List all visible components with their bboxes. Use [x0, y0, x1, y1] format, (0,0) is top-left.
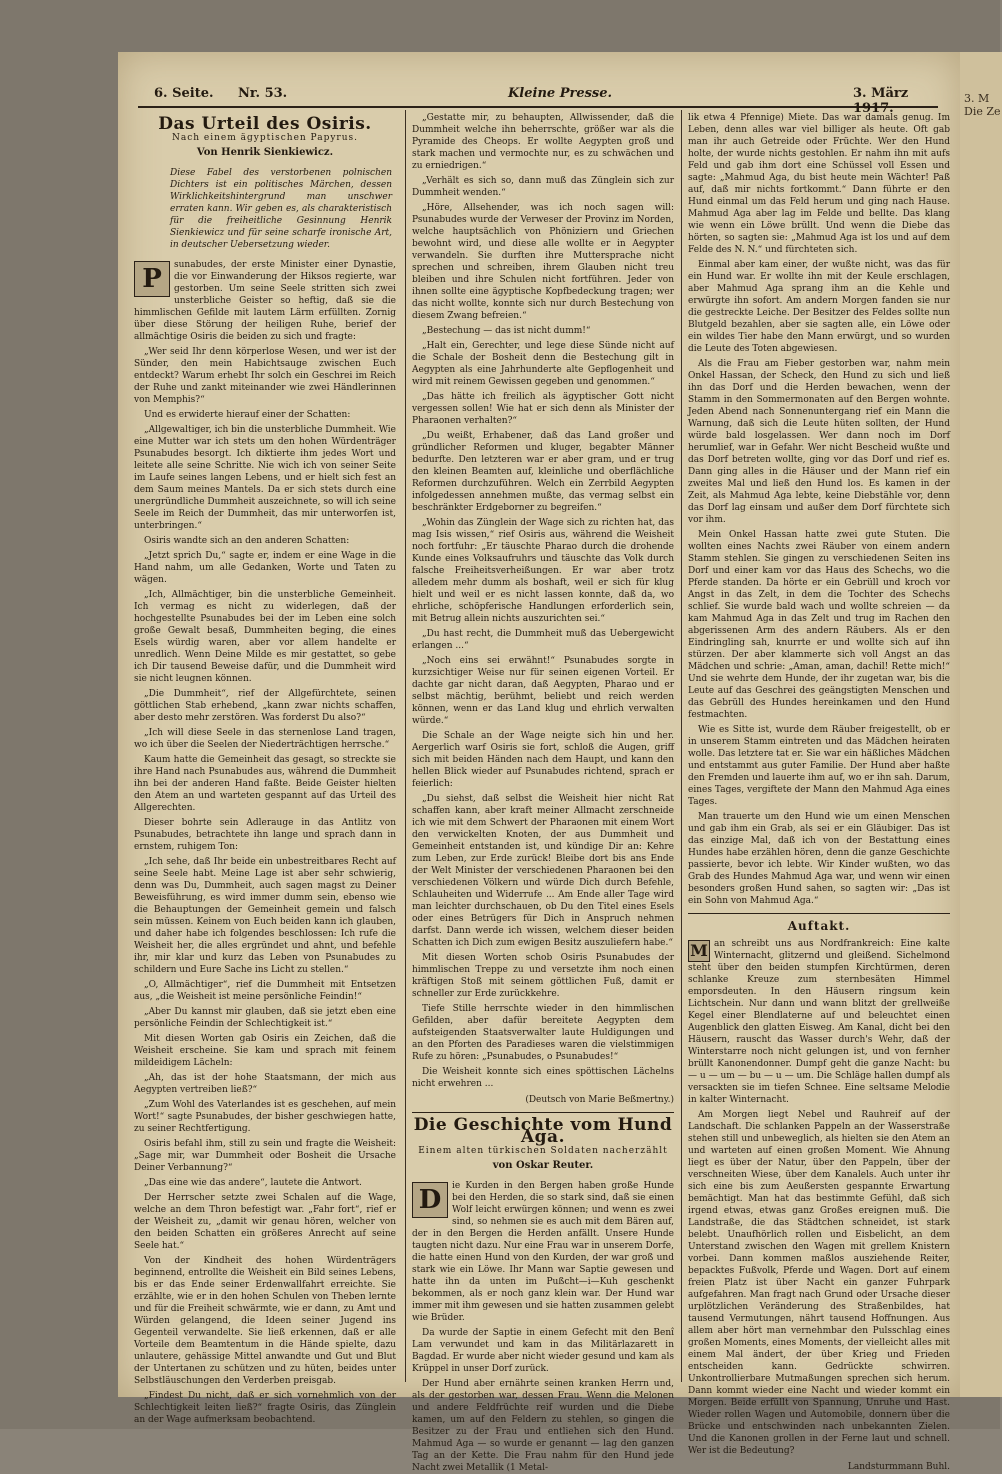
paragraph: lik etwa 4 Pfennige) Miete. Das war damals genug. Im Leben, denn alles war viel billiger als heute. Oft gab man ihr auch Getreide oder Früchte. Wer den Hund holte, der wurde nichts gestohlen. Er nahm ihn mit aufs Feld und gab ihm dort eine Schüssel voll Essen und sagte: „Mahmud Aga, du bist heute mein Wächter! Paß auf, daß mir nichts fortkommt.“ Dann führte er den Hund einmal um das Feld herum und ging nach Hause. Mahmud Aga aber lag im Felde und bellte. Das klang wie wenn ein Löwe brüllt. Und wenn die Diebe das hörten, so sagten sie: „Mahmud Aga ist los und auf dem Felde des N. N.“ und fürchteten sich. — [688, 113, 950, 255]
drop-cap: P — [134, 261, 170, 297]
column-3 — [688, 112, 950, 1472]
paragraph: Man trauerte um den Hund wie um einen Menschen und gab ihm ein Grab, als sei er ein Gläubiger. Das ist das einzige Mal, daß ich von der Bestattung eines Hundes habe erzählen hören, denn die ganze Geschichte passierte, bevor ich lebte. Wir Kinder wußten, wo das Grab des Hundes Mahmud Aga war, und wenn wir einen besonders großen Hund sahen, so sagten wir: „Das ist ein Sohn von Mahmud Aga.“ — [688, 812, 950, 906]
adjacent-page-text: 3. M Die Ze — [964, 92, 1001, 118]
article-divider — [688, 913, 950, 914]
article-subtitle: Einem alten türkischen Soldaten nacherzählt — [418, 1146, 668, 1156]
paragraph: Der Hund aber ernährte seinen kranken Herrn und, als der gestorben war, dessen Frau. Wenn die Melonen und andere Feldfrüchte reif wurden und die Diebe kamen, um auf den Feldern zu stehlen, so gingen die Besitzer zu der Frau und entliehen sich den Hund. Mahmud Aga — so wurde er genannt — lag den ganzen Tag an der Kette. Die Frau nahm für den Hund jede Nacht zwei Metallik (1 Metal- — [412, 1379, 674, 1473]
paragraph: „Die Dummheit“, rief der Allgefürchtete, seinen göttlichen Stab erhebend, „kann zwar nichts schaffen, aber desto mehr zerstören. Was forderst Du also?“ — [134, 689, 396, 723]
author-signature: Landsturmmann Buhl. — [847, 1462, 950, 1472]
paragraph: „Wer seid Ihr denn körperlose Wesen, und wer ist der Sünder, den mein Habichtsauge zwischen Euch entdeckt? Warum erhebt Ihr solch ein Geschrei im Reich der Ruhe und zankt miteinander wie zwei Händlerinnen von Memphis?“ — [134, 347, 396, 405]
paragraph: „Ich, Allmächtiger, bin die unsterbliche Gemeinheit. Ich vermag es nicht zu widerlegen, daß der hochgestellte Psunabudes bei der im Leben eine solch große Gewalt besaß, Dummheiten beging, die eines Esels würdig waren, aber vor allem handelte er unredlich. Wenn Deine Milde es mir gestattet, so gebe ich Dir tausend Beweise dafür, und die Dummheit wird sie nicht leugnen können. — [134, 590, 396, 684]
article-intro: Diese Fabel des verstorbenen polnischen Dichters ist ein politisches Märchen, dessen Wirklichkeitshintergrund man unschwer erraten kann. Wir geben es, als charakteristisch für die freiheitliche Gesinnung Henrik Sienkiewicz und für seine scharfe ironische Art, in deutscher Uebersetzung wieder. — [170, 168, 392, 250]
paragraph: Kaum hatte die Gemeinheit das gesagt, so streckte sie ihre Hand nach Psunabudes aus, während die Dummheit ihn bei der anderen Hand faßte. Beide Geister hielten den Atem an und warteten gespannt auf das Urteil des Allgerechten. — [134, 755, 396, 813]
paragraph: Tiefe Stille herrschte wieder in den himmlischen Gefilden, aber dafür bereitete Aegypten dem aufsteigenden Staatsverwalter laute Huldigungen und an den Pforten des Paradieses waren die vielstimmigen Rufe zu hören: „Psunabudes, o Psunabudes!“ — [412, 1004, 674, 1062]
paragraph: M an schreibt uns aus Nordfrankreich: Eine kalte Winternacht, glitzernd und gleißend. Sichelmond steht über den beiden stumpfen Kirchtürmen, deren schlanke Kreuze zum sternbesäten Himmel emporsdeuten. In den Häusern ringsum kein Lichtschein. Nur dann und wann blitzt der grellweiße Kegel einer Blendlaterne auf und beleuchtet einen Augenblick den glatten Eisweg. Am Kanal, dicht bei den Häusern, rauscht das Wasser durch's Wehr, daß der Winterstarre noch nicht gelungen ist, und von fernher brüllt Kanonendonner. Dumpf geht die ganze Nacht: bu — u — um — bu — u — um. Die Schläge hallen dumpf als versackten sie im tiefen Schnee. Eine seltsame Melodie in kalter Winternacht. — [688, 939, 950, 1105]
paragraph: Die Weisheit konnte sich eines spöttischen Lächelns nicht erwehren ... — [412, 1067, 674, 1089]
paragraph: „Wohin das Zünglein der Wage sich zu richten hat, das mag Isis wissen,“ rief Osiris aus, während die Weisheit noch fortfuhr: „Er täuschte Pharao durch die drohende Kunde eines Volksaufruhrs und täuschte das Volk durch falsche Freiheitsverheißungen. Er war aber trotz alledem mehr dumm als boshaft, weil er sich für klug hielt und weil er es nicht lassen konnte, daß da, wo ehrliche, schöpferische Handlungen erforderlich sein, mit Betrug allein nichts auszurichten sei.“ — [412, 518, 674, 624]
paragraph: „Ah, das ist der hohe Staatsmann, der mich aus Aegypten vertreiben ließ?“ — [134, 1073, 396, 1095]
issue-number: Nr. 53. — [238, 86, 288, 101]
paragraph: Wie es Sitte ist, wurde dem Räuber freigestellt, ob er in unserem Stamm eintreten und das Mädchen heiraten wolle. Das letztere tat er. Sie war ein häßliches Mädchen und entstammt aus guter Familie. Der Hund aber haßte den Fremden und lauerte ihm auf, wo er ihn sah. Darum, eines Tages, vergiftete der Mann den Mahmud Aga eines Tages. — [688, 725, 950, 807]
paragraph: Der Herrscher setzte zwei Schalen auf die Wage, welche an dem Thron befestigt war. „Fahr fort“, rief er der Weisheit zu, „damit wir genau hören, welcher von den beiden Schatten ein größeres Anrecht auf seine Seele hat.“ — [134, 1193, 396, 1251]
newspaper-page — [118, 52, 960, 1473]
paragraph: Von der Kindheit des hohen Würdenträgers beginnend, entrollte die Weisheit ein Bild seines Lebens, bis er das Ende seiner Erdenwallfahrt erreichte. Sie erzählte, wie er in den hohen Schulen von Theben lernte und für die Freiheit schwärmte, wie er dann, zu Amt und Würden gelangend, die Ideen seiner Jugend ins Gegenteil verwandelte. Sie ließ erkennen, daß er alle Vorteile dem Beamtentum in die Hände spielte, dazu unlautere, gehässige Mittel anwandte und Gut und Blut der Untertanen zu schützen und zu hüten, beides unter Selbstläuschungen den Verderben preisgab. — [134, 1256, 396, 1386]
paragraph: Osiris befahl ihm, still zu sein und fragte die Weisheit: „Sage mir, war Dummheit oder Bosheit die Ursache Deiner Verbannung?“ — [134, 1139, 396, 1173]
column-2 — [412, 112, 674, 1473]
paragraph: „Aber Du kannst mir glauben, daß sie jetzt eben eine persönliche Feindin der Schlechtigkeit ist.“ — [134, 1007, 396, 1029]
article-title: Die Geschichte vom Hund Aga. — [413, 1115, 673, 1147]
paragraph: „Gestatte mir, zu behaupten, Allwissender, daß die Dummheit welche ihn beherrschte, größer war als die Pyramide des Cheops. Er wollte Aegypten groß und stark machen und vermochte nur, es zu schwächen und zu erniedrigen.“ — [412, 113, 674, 171]
paragraph: „Verhält es sich so, dann muß das Zünglein sich zur Dummheit wenden.“ — [412, 176, 674, 198]
drop-cap: M — [688, 940, 710, 962]
column-rule — [681, 110, 682, 1382]
paragraph: Die Schale an der Wage neigte sich hin und her. Aergerlich warf Osiris sie fort, schloß die Augen, griff sich mit beiden Händen nach dem Haupt, und kann den hellen Blick wieder auf Psunabudes richtend, sprach er feierlich: — [412, 731, 674, 789]
paragraph: „Das hätte ich freilich als ägyptischer Gott nicht vergessen sollen! Wie hat er sich denn als Minister der Pharaonen verhalten?“ — [412, 392, 674, 426]
paragraph: Als die Frau am Fieber gestorben war, nahm mein Onkel Hassan, der Scheck, den Hund zu sich und ließ ihn das Dorf und die Herden bewachen, wenn der Stamm in den Sommermonaten auf den Bergen wohnte. Jeden Abend nach Sonnenuntergang rief ein Mann die Warnung, daß sich die Leute hüten sollten, der Hund würde bald losgelassen. Wer dann noch im Dorf herumlief, war in Gefahr. Wer nicht Bescheid wußte und das Dorf betreten wollte, ging vor das Dorf und rief es. Dann ging alles in die Häuser und der Mann rief ein zweites Mal und ließ den Hund los. Es kamen in der Zeit, als Mahmud Aga lebte, keine Diebstähle vor, denn das Dorf lag einsam und außer dem Dorf fürchtete sich vor ihm. — [688, 359, 950, 525]
paragraph: „Bestechung — das ist nicht dumm!“ — [422, 326, 591, 336]
paragraph: Da wurde der Saptie in einem Gefecht mit den Benî Lam verwundet und kam in das Militärlazarett in Bagdad. Er wurde aber nicht wieder gesund und kam als Krüppel in unser Dorf zurück. — [412, 1328, 674, 1374]
paragraph: D ie Kurden in den Bergen haben große Hunde bei den Herden, die so stark sind, daß sie einen Wolf leicht erwürgen können; und wenn es zwei sind, so nehmen sie es auch mit dem Bären auf, der in den Bergen die Herden anfällt. Unsere Hunde taugten nicht dazu. Nur eine Frau war in unserem Dorfe, die hatte einen Hund von den Kurden, der war groß und stark wie ein Löwe. Ihr Mann war Saptie gewesen und hatte ihn da unten im Pußcht—i—Kuh geschenkt bekommen, als er noch ganz klein war. Der Hund war immer mit ihm gewesen und sie hatten zusammen gelebt wie Brüder. — [412, 1181, 674, 1323]
paragraph: Und es erwiderte hierauf einer der Schatten: — [144, 410, 351, 420]
paragraph: „O, Allmächtiger“, rief die Dummheit mit Entsetzen aus, „die Weisheit ist meine persönliche Feindin!“ — [134, 980, 396, 1002]
column-rule — [405, 110, 406, 1382]
article-author: von Oskar Reuter. — [492, 1160, 594, 1171]
adjacent-page-edge — [958, 52, 1002, 1397]
article-subtitle: Nach einem ägyptischen Papyrus. — [171, 133, 358, 143]
paragraph: „Ich sehe, daß Ihr beide ein unbestreitbares Recht auf seine Seele habt. Meine Lage ist aber sehr schwierig, denn was Du, Dummheit, auch sagen magst zu Deiner Beweisführung, es wird immer dumm sein, ebenso wie die Behauptungen der Gemeinheit gemein und falsch sein müssen. Keinem von Euch beiden kann ich glauben, und daher habe ich folgendes beschlossen: Ich rufe die Weisheit her, die alles ergründet und ahnt, und befehle ihr, mir klar und kurz das Leben von Psunabudes zu schildern und Eure Sache ins Licht zu stellen.“ — [134, 857, 396, 975]
paragraph: Dieser bohrte sein Adlerauge in das Antlitz von Psunabudes, betrachtete ihn lange und sprach dann in ernstem, ruhigem Ton: — [134, 818, 396, 852]
translator-credit: (Deutsch von Marie Beßmertny.) — [525, 1095, 674, 1105]
paragraph: „Noch eins sei erwähnt!“ Psunabudes sorgte in kurzsichtiger Weise nur für seinen eigenen Vorteil. Er dachte gar nicht daran, daß Aegypten, Pharao und er selbst mächtig, berühmt, beliebt und reich werden können, wenn er das Land klug und ehrlich verwalten würde.“ — [412, 656, 674, 726]
paragraph: „Du weißt, Erhabener, daß das Land großer und gründlicher Reformen und kluger, begabter Männer bedurfte. Den letzteren war er aber gram, und er trug den kleinen Beamten auf, kleinliche und oberflächliche Reformen durchzuführen. Welch ein Zerrbild Aegypten infolgedessen annehmen mußte, das vermag selbst ein beschränkter Erdgeborner zu begreifen.“ — [412, 431, 674, 513]
paragraph: Mit diesen Worten schob Osiris Psunabudes der himmlischen Treppe zu und versetzte ihm noch einen kräftigen Stoß mit seinem göttlichen Fuß, damit er schneller zur Erde zurückkehre. — [412, 953, 674, 999]
issue-date: 3. März 1917. — [853, 86, 909, 116]
paragraph: Osiris wandte sich an den anderen Schatten: — [144, 536, 350, 546]
paragraph: „Ich will diese Seele in das sternenlose Land tragen, wo ich über die Seelen der Niederträchtigen herrsche.“ — [134, 728, 396, 750]
article-divider — [412, 1112, 674, 1113]
paragraph: „Das eine wie das andere“, lautete die Antwort. — [144, 1178, 362, 1188]
page-header — [138, 84, 938, 116]
newspaper-name: Kleine Presse. — [508, 86, 613, 101]
paragraph: Am Morgen liegt Nebel und Rauhreif auf der Landschaft. Die schlanken Pappeln an der Wasserstraße stehen still und unbeweglich, als hielten sie den Atem an und warteten auf einen großen Moment. Wie Ahnung liegt es über der Natur, über den Pappeln, über der verschneiten Wiese, über dem Kanalels. Auch unter ihr sich eine bis zum Aeußersten gespannte Erwartung bemächtigt. Man hat das bestimmte Gefühl, daß sich irgend etwas, etwas ganz Großes ereignen muß. Die Landstraße, die das Städtchen schneidet, ist stark belebt. Unaufhörlich rollen und Eisbelicht, an dem Unterstand zwischen den Wagen mit grellem Knistern vorbei. Dann kommen maßlos ausziehende Reiter, bepacktes Fußvolk, Pferde und Wagen. Dort auf einem freien Platz ist über Nacht ein ganzer Fuhrpark aufgefahren. Man fragt nach Grund oder Ursache dieser urplötzlichen Veränderung des Straßenbildes, hat tausend Vermutungen, nährt tausend Hoffnungen. Aus allem aber hört man vernehmbar den Pulsschlag eines großen Moments, eines Moments, der vielleicht alles mit einem Mal ändert, der über Krieg und Frieden entscheiden kann. Gedrückte schwirren. Unkontrollierbare Mutmaßungen sprechen sich herum. Dann kommt wieder eine Nacht und wieder kommt ein Morgen. Beide erfüllt von Spannung, Unruhe und Hast. Wieder rollen Wagen und Automobile, donnern über die Brücke und entschwinden nach unbekannten Zielen. Und die Kanonen grollen in der Ferne laut und schnell. Wer ist die Bedeutung? — [688, 1110, 950, 1456]
section-title: Auftakt. — [787, 919, 851, 933]
paragraph: „Findest Du nicht, daß er sich vornehmlich von der Schlechtigkeit leiten ließ?“ fragte Osiris, das Zünglein an der Wage aufmerksam beobachtend. — [134, 1391, 396, 1425]
paragraph: „Du hast recht, die Dummheit muß das Uebergewicht erlangen ...“ — [412, 629, 674, 651]
paragraph: Mein Onkel Hassan hatte zwei gute Stuten. Die wollten eines Nachts zwei Räuber von einem andern Stamm stehlen. Sie gingen zu verschiedenen Seiten ins Dorf und einer kam vor das Haus des Schechs, wo die Pferde standen. Da hörte er ein Gebrüll und kroch vor Angst in das Zelt, in dem die Tochter des Schechs schlief. Sie wurde bald wach und wollte schreien — da kam Mahmud Aga in das Zelt und trug im Rachen den abgerissenen Arm des andern Räubers. Als er den Eindringling sah, knurrte er und wollte sich auf ihn stürzen. Der aber klammerte sich voll Angst an das Mädchen und schrie: „Aman, aman, dachil! Rette mich!“ Und sie wehrte dem Hunde, der ihr zugetan war, bis die Leute auf das Geschrei des geängstigten Menschen und das Gebrüll des Hundes hereinkamen und den Hund festmachten. — [688, 530, 950, 720]
drop-cap: D — [412, 1182, 448, 1218]
article-author: Von Henrik Sienkiewicz. — [196, 147, 334, 158]
paragraph: „Höre, Allsehender, was ich noch sagen will: Psunabudes wurde der Verweser der Provinz im Norden, welche hauptsächlich von Phöniziern und Griechen bewohnt wird, und diese alle wollte er in Aegypter verwandeln. Sie durften ihre Muttersprache nicht sprechen und schreiben, ihrem Glauben nicht treu bleiben und ihre Schulen nicht fortführen. Jeder von ihnen sollte eine ägyptische Kopfbedeckung tragen; wer das nicht wollte, konnte sich nur durch Bestechung von diesem Zwang befreien.“ — [412, 203, 674, 321]
paragraph: „Jetzt sprich Du,“ sagte er, indem er eine Wage in die Hand nahm, um alle Gedanken, Worte und Taten zu wägen. — [134, 551, 396, 585]
article-title: Das Urteil des Osiris. — [158, 114, 372, 134]
paragraph: P sunabudes, der erste Minister einer Dynastie, die vor Einwanderung der Hiksos regierte, war gestorben. Um seine Seele stritten sich zwei unsterbliche Geister so heftig, daß sie die himmlischen Gefilde mit lautem Lärm erfüllten. Zornig über diese Störung der heiligen Ruhe, berief der allmächtige Osiris die beiden zu sich und fragte: — [134, 260, 396, 342]
paragraph: „Du siehst, daß selbst die Weisheit hier nicht Rat schaffen kann, aber kraft meiner Allmacht zerschneide ich wie mit dem Schwert der Pharaonen mit einem Wort den verwickelten Knoten, der aus Dummheit und Gemeinheit entstanden ist, und kündige Dir an: Kehre zum Leben, zur Erde zurück! Bleibe dort bis ans Ende der Welt Minister der verschiedenen Pharaonen bei den verschiedenen Völkern und würde Dich durch Befehle, Schlauheiten und Widerrufe ... Am Ende aller Tage wird man leichter durchschauen, ob Du den Titel eines Esels oder eines Betrügers für Dich in Anspruch nehmen darfst. Dann werde ich wissen, welchem dieser beiden Schatten ich Dich zum ewigen Besitz auszuliefern habe.“ — [412, 794, 674, 948]
page-number: 6. Seite. — [154, 86, 214, 101]
column-1 — [134, 112, 396, 1425]
paragraph: Einmal aber kam einer, der wußte nicht, was das für ein Hund war. Er wollte ihn mit der Keule erschlagen, aber Mahmud Aga sprang ihm an die Kehle und erwürgte ihn sofort. Am andern Morgen fanden sie nur die gestreckte Leiche. Der Besitzer des Feldes sollte nun Blutgeld bezahlen, aber sie sagten alle, ein Löwe oder ein wildes Tier habe den Mann erwürgt, und so wurden die Leute des Toten abgewiesen. — [688, 260, 950, 354]
paragraph: „Zum Wohl des Vaterlandes ist es geschehen, auf mein Wort!“ sagte Psunabudes, der bisher geschwiegen hatte, zu seiner Rechtfertigung. — [134, 1100, 396, 1134]
paragraph: Mit diesen Worten gab Osiris ein Zeichen, daß die Weisheit erscheine. Sie kam und sprach mit feinem mildeidigem Lächeln: — [134, 1034, 396, 1068]
paragraph: „Halt ein, Gerechter, und lege diese Sünde nicht auf die Schale der Bosheit denn die Bestechung gilt in Aegypten als eine Jahrhunderte alte Gepflogenheit und wird mit reinem Gewissen gegeben und genommen.“ — [412, 341, 674, 387]
paragraph: „Allgewaltiger, ich bin die unsterbliche Dummheit. Wie eine Mutter war ich stets um den hohen Würdenträger Psunabudes besorgt. Ich diktierte ihm jedes Wort und leitete alle seine Schritte. Nie wich ich von seiner Seite im Laufe seines langen Lebens, und er hielt sich fest an dem Saum meines Mantels. Da er sich stets durch eine unergründliche Dummheit auszeichnete, so will ich seine Seele im Reich der Dummheit, das mir unterworfen ist, unterbringen.“ — [134, 425, 396, 531]
